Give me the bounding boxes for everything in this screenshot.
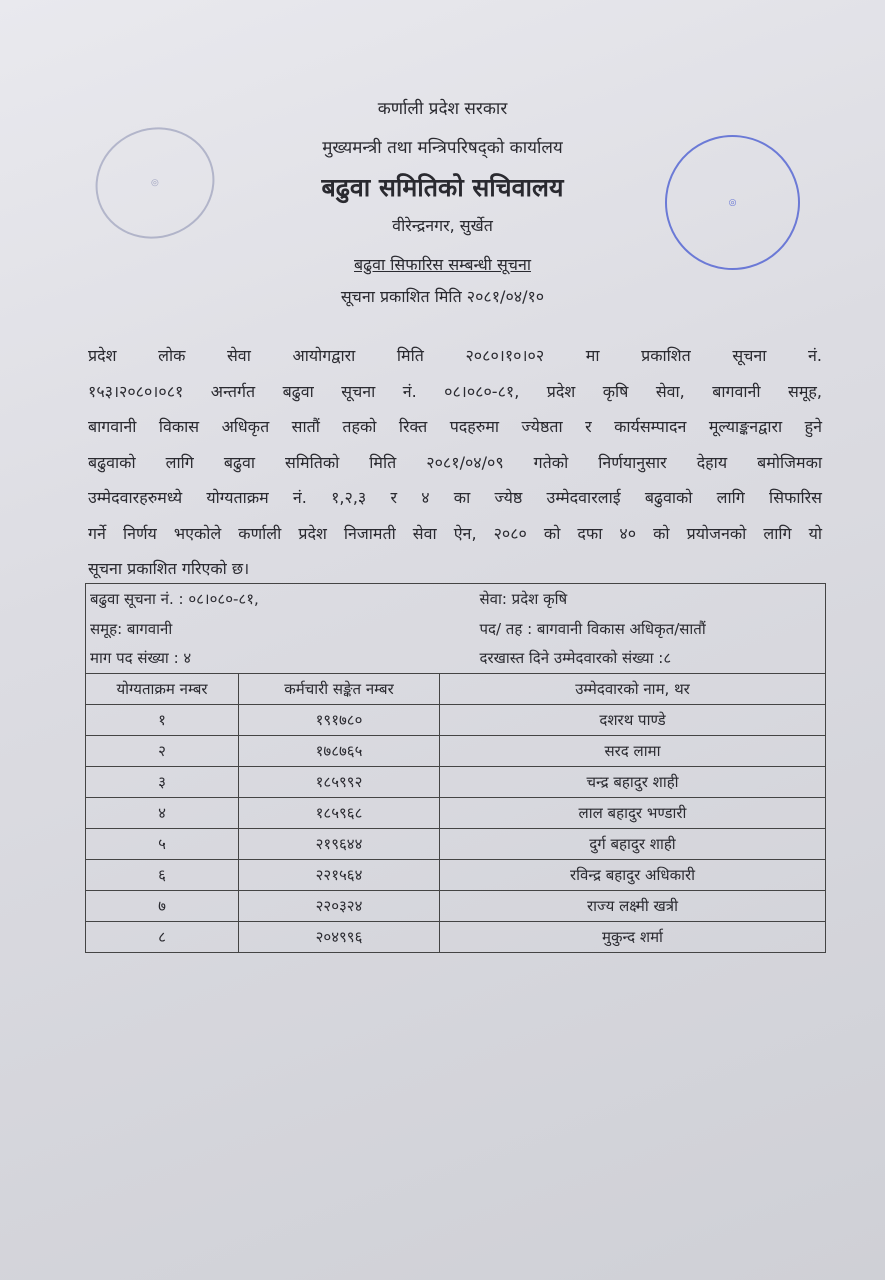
- candidate-name-cell: चन्द्र बहादुर शाही: [440, 767, 826, 798]
- candidate-name-cell: राज्य लक्ष्मी खत्री: [440, 891, 826, 922]
- candidate-name-cell: दुर्ग बहादुर शाही: [440, 829, 826, 860]
- left-seal-stamp: ◎: [80, 111, 230, 255]
- post-level: पद/ तह : बागवानी विकास अधिकृत/सातौं: [479, 619, 706, 638]
- header-secretariat: बढुवा समितिको सचिवालय: [321, 173, 564, 202]
- rank-cell: ३: [86, 767, 239, 798]
- paragraph-line: बढुवाको लागि बढुवा समितिको मिति २०८१/०४/०९ गतेको निर्णयानुसार देहाय बमोजिमका: [88, 452, 822, 472]
- employee-code-cell: १८५९९२: [239, 767, 440, 798]
- employee-code-cell: २२१५६४: [239, 860, 440, 891]
- employee-code-cell: २१९६४४: [239, 829, 440, 860]
- employee-code-cell: २२०३२४: [239, 891, 440, 922]
- applicant-count: दरखास्त दिने उम्मेदवारको संख्या :८: [479, 649, 672, 668]
- header-location: वीरेन्द्रनगर, सुर्खेत: [392, 216, 493, 235]
- paragraph-line: गर्ने निर्णय भएकोले कर्णाली प्रदेश निजामती सेवा ऐन, २०८० को दफा ४० को प्रयोजनको लागि यो: [88, 523, 822, 543]
- table-row: [86, 829, 826, 860]
- notice-title: बढुवा सिफारिस सम्बन्धी सूचना: [354, 255, 531, 274]
- rank-cell: १: [86, 705, 239, 736]
- rank-cell: ५: [86, 829, 239, 860]
- paragraph-line: प्रदेश लोक सेवा आयोगद्वारा मिति २०८०।१०।०२ मा प्रकाशित सूचना नं.: [88, 346, 822, 365]
- header-office: मुख्यमन्त्री तथा मन्त्रिपरिषद्‌को कार्यालय: [322, 138, 563, 158]
- paragraph-line: सूचना प्रकाशित गरिएको छ।: [88, 559, 250, 578]
- service: सेवा: प्रदेश कृषि: [479, 589, 568, 608]
- demand-posts: माग पद संख्या : ४: [90, 649, 192, 668]
- employee-code-cell: १८५९६८: [239, 798, 440, 829]
- table-row: [86, 767, 826, 798]
- table-row: [86, 798, 826, 829]
- table-row: [86, 860, 826, 891]
- candidate-name-cell: मुकुन्द शर्मा: [440, 922, 826, 953]
- employee-code-cell: १७८७६५: [239, 736, 440, 767]
- notice-number: बढुवा सूचना नं. : ०८।०८०-८१,: [90, 589, 259, 608]
- publish-date: सूचना प्रकाशित मिति २०८१/०४/१०: [340, 287, 545, 306]
- candidate-name-cell: सरद लामा: [440, 736, 826, 767]
- table-row: [86, 891, 826, 922]
- employee-code-cell: १९१७८०: [239, 705, 440, 736]
- paragraph-line: १५३।२०८०।०८१ अन्तर्गत बढुवा सूचना नं. ०८।०८०-८१, प्रदेश कृषि सेवा, बागवानी समूह,: [88, 381, 822, 401]
- notice-paragraph: [88, 338, 822, 587]
- candidate-name-cell: लाल बहादुर भण्डारी: [440, 798, 826, 829]
- header-government: कर्णाली प्रदेश सरकार: [377, 99, 508, 119]
- group: समूह: बागवानी: [90, 619, 173, 638]
- rank-cell: २: [86, 736, 239, 767]
- paragraph-line: उम्मेदवारहरुमध्ये योग्यताक्रम नं. १,२,३ र ४ का ज्येष्ठ उम्मेदवारलाई बढुवाको लागि सिफारिस: [88, 488, 822, 507]
- right-seal-stamp: ◎: [650, 120, 815, 285]
- rank-cell: ६: [86, 860, 239, 891]
- candidate-name-cell: रविन्द्र बहादुर अधिकारी: [440, 860, 826, 891]
- table-row: [86, 705, 826, 736]
- table-header-row: [86, 674, 826, 705]
- candidate-table: [85, 583, 826, 953]
- employee-code-cell: २०४९९६: [239, 922, 440, 953]
- column-header: योग्यताक्रम नम्बर: [86, 674, 239, 705]
- table-row: [86, 922, 826, 953]
- candidate-name-cell: दशरथ पाण्डे: [440, 705, 826, 736]
- column-header: उम्मेदवारको नाम, थर: [440, 674, 826, 705]
- table-row: [86, 736, 826, 767]
- rank-cell: ७: [86, 891, 239, 922]
- rank-cell: ८: [86, 922, 239, 953]
- rank-cell: ४: [86, 798, 239, 829]
- column-header: कर्मचारी सङ्केत नम्बर: [239, 674, 440, 705]
- paragraph-line: बागवानी विकास अधिकृत सातौं तहको रिक्त पदहरुमा ज्येष्ठता र कार्यसम्पादन मूल्याङ्कनद्वारा हुने: [88, 417, 822, 436]
